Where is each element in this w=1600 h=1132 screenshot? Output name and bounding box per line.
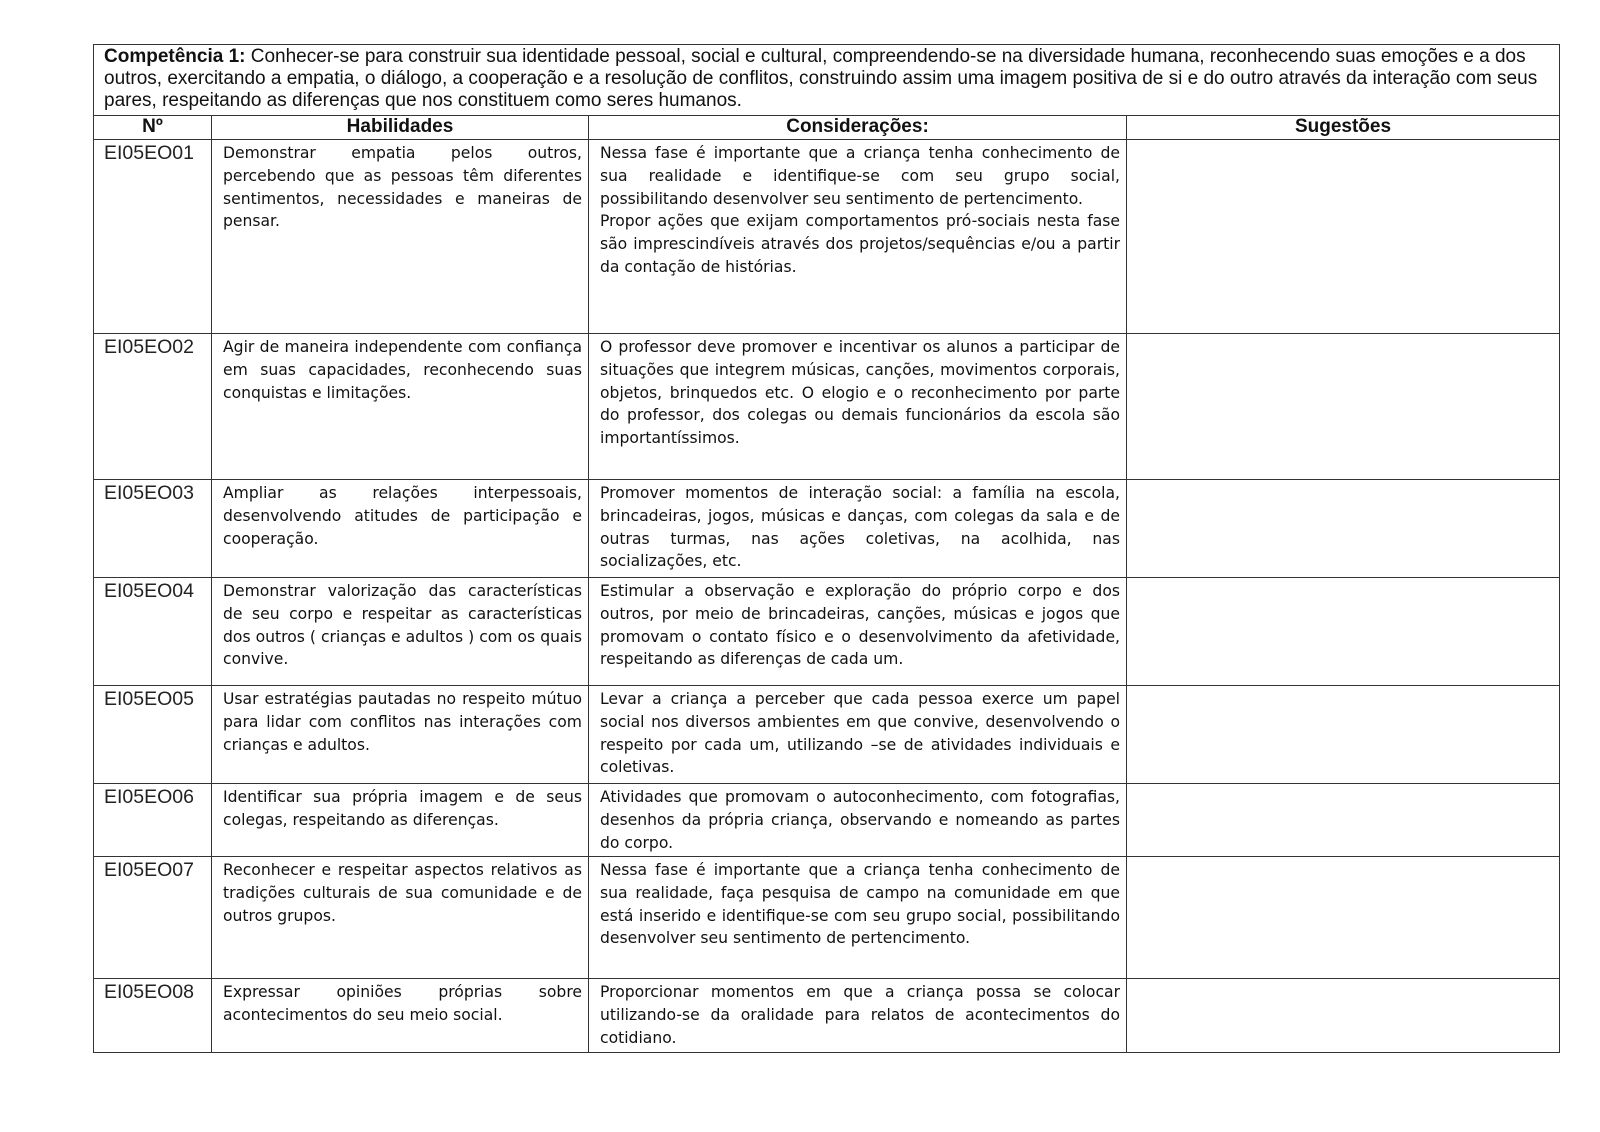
skill-suggestions[interactable] [1127, 578, 1560, 686]
skill-considerations: O professor deve promover e incentivar os alunos a participar de situações que integrem músicas, canções, movimentos corporais, objetos, brinquedos etc. O elogio e o reconhecimento por parte do professor, dos colegas ou demais funcionários da escola são importantíssimos. [589, 334, 1127, 480]
skill-code: EI05EO07 [94, 857, 212, 979]
skill-considerations [589, 140, 1127, 334]
table-row [94, 140, 1560, 334]
competencia-text: Conhecer-se para construir sua identidade pessoal, social e cultural, compreendendo-se na diversidade humana, reconhecendo suas emoções e a dos outros, exercitando a empatia, o diálogo, a cooperação e a resolução de conflitos, construindo assim uma imagem positiva de si e do outro através da interação com seus pares, respeitando as diferenças que nos constituem como seres humanos. [104, 46, 1538, 111]
skill-suggestions[interactable] [1127, 334, 1560, 480]
skill-considerations: Estimular a observação e exploração do próprio corpo e dos outros, por meio de brincadeiras, canções, músicas e jogos que promovam o contato físico e o desenvolvimento da afetividade, respeitando as diferenças de cada um. [589, 578, 1127, 686]
table-row [94, 480, 1560, 578]
skill-suggestions[interactable] [1127, 480, 1560, 578]
table-row [94, 979, 1560, 1053]
skill-description: Usar estratégias pautadas no respeito mútuo para lidar com conflitos nas interações com crianças e adultos. [212, 686, 589, 784]
skill-code: EI05EO08 [94, 979, 212, 1053]
competencia-description [94, 45, 1560, 116]
table-row [94, 686, 1560, 784]
skill-suggestions[interactable] [1127, 784, 1560, 857]
table-row [94, 784, 1560, 857]
table-row [94, 334, 1560, 480]
skill-description: Ampliar as relações interpessoais, desenvolvendo atitudes de participação e cooperação. [212, 480, 589, 578]
skill-description: Reconhecer e respeitar aspectos relativos as tradições culturais de sua comunidade e de outros grupos. [212, 857, 589, 979]
skill-description: Demonstrar valorização das características de seu corpo e respeitar as características dos outros ( crianças e adultos ) com os quais convive. [212, 578, 589, 686]
header-habilidades: Habilidades [212, 116, 589, 140]
skill-code: EI05EO04 [94, 578, 212, 686]
skill-suggestions[interactable] [1127, 857, 1560, 979]
table-row [94, 857, 1560, 979]
skill-considerations: Nessa fase é importante que a criança tenha conhecimento de sua realidade, faça pesquisa de campo na comunidade em que está inserido e identifique-se com seu grupo social, possibilitando desenvolver seu sentimento de pertencimento. [589, 857, 1127, 979]
skill-considerations-text: Nessa fase é importante que a criança tenha conhecimento de sua realidade e identifique-se com seu grupo social, possibilitando desenvolver seu sentimento de pertencimento. Propor ações que exijam comportamentos pró-sociais nesta fase são imprescindíveis através dos projetos/sequências e/ou a partir da contação de histórias. [600, 144, 1120, 276]
skill-description: Demonstrar empatia pelos outros, percebendo que as pessoas têm diferentes sentimentos, necessidades e maneiras de pensar. [212, 140, 589, 334]
skill-considerations: Atividades que promovam o autoconhecimento, com fotografias, desenhos da própria criança, observando e nomeando as partes do corpo. [589, 784, 1127, 857]
header-numero: Nº [94, 116, 212, 140]
competencia-label: Competência 1: [104, 46, 246, 67]
skill-suggestions[interactable] [1127, 979, 1560, 1053]
table-header-row [94, 116, 1560, 140]
skill-description: Identificar sua própria imagem e de seus colegas, respeitando as diferenças. [212, 784, 589, 857]
skill-description: Agir de maneira independente com confiança em suas capacidades, reconhecendo suas conquistas e limitações. [212, 334, 589, 480]
skill-suggestions[interactable] [1127, 140, 1560, 334]
competencias-table [93, 44, 1560, 1053]
skill-code: EI05EO01 [94, 140, 212, 334]
skill-considerations: Promover momentos de interação social: a família na escola, brincadeiras, jogos, músicas e danças, com colegas da sala e de outras turmas, nas ações coletivas, na acolhida, nas socializações, etc. [589, 480, 1127, 578]
skill-code: EI05EO05 [94, 686, 212, 784]
header-consideracoes: Considerações: [589, 116, 1127, 140]
skill-code: EI05EO06 [94, 784, 212, 857]
skill-considerations: Proporcionar momentos em que a criança possa se colocar utilizando-se da oralidade para relatos de acontecimentos do cotidiano. [589, 979, 1127, 1053]
header-sugestoes: Sugestões [1127, 116, 1560, 140]
skill-code: EI05EO03 [94, 480, 212, 578]
skill-considerations: Levar a criança a perceber que cada pessoa exerce um papel social nos diversos ambientes em que convive, desenvolvendo o respeito por cada um, utilizando –se de atividades individuais e coletivas. [589, 686, 1127, 784]
skill-description: Expressar opiniões próprias sobre acontecimentos do seu meio social. [212, 979, 589, 1053]
skill-suggestions[interactable] [1127, 686, 1560, 784]
table-row [94, 578, 1560, 686]
skill-code: EI05EO02 [94, 334, 212, 480]
competencia-row [94, 45, 1560, 116]
